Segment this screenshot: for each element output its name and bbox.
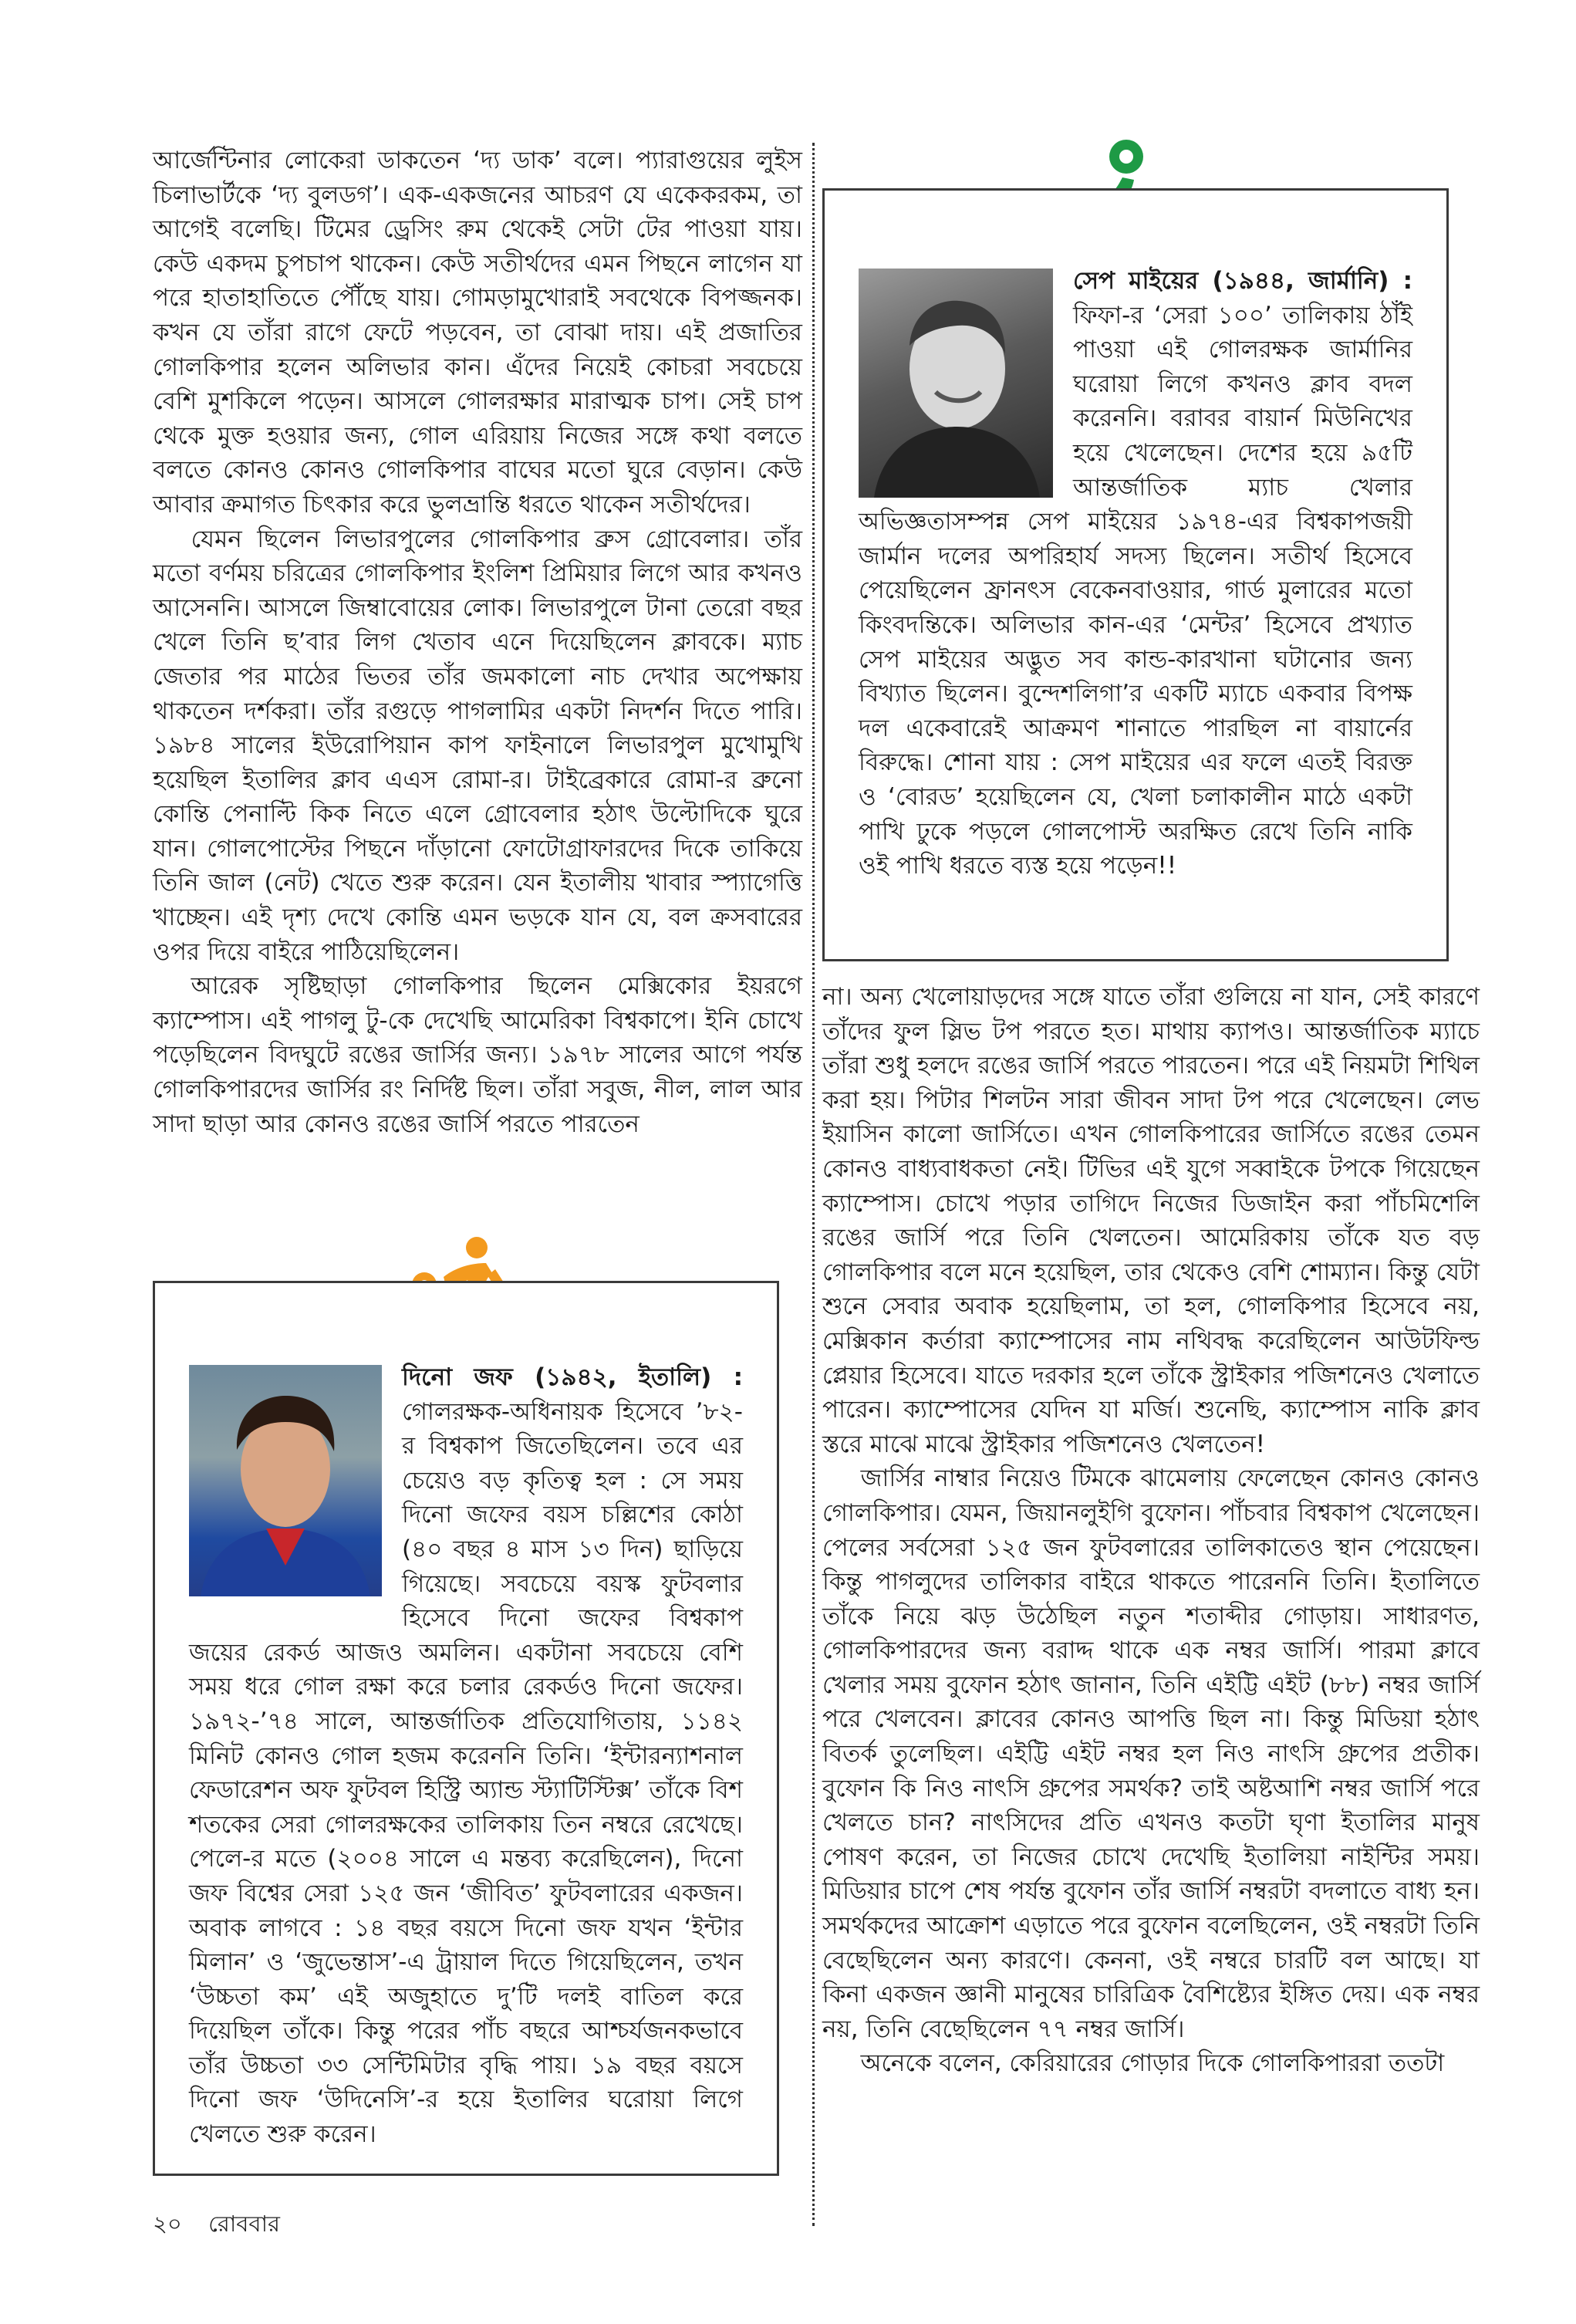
sepp-maier-body: ফিফা-র ‘সেরা ১০০’ তালিকায় ঠাঁই পাওয়া এই গোলরক্ষক জার্মানির ঘরোয়া লিগে কখনও ক্লাব বদল করেননি। বরাবর বায়ার্ন মিউনিখের হয়ে খেলেছেন। দেশের হয়ে ৯৫টি আন্তর্জাতিক ম্যাচ খেলার অভিজ্ঞতাসম্পন্ন সেপ মাইয়ের ১৯৭৪-এর বিশ্বকাপজয়ী জার্মান দলের অপরিহার্য সদস্য ছিলেন। সতীর্থ হিসেবে পেয়েছিলেন ফ্রানৎস বেকেনবাওয়ার, গার্ড মুলারের মতো কিংবদন্তিকে। অলিভার কান-এর ‘মেন্টর’ হিসেবে প্রখ্যাত সেপ মাইয়ের অদ্ভুত সব কান্ড-কারখানা ঘটানোর জন্য বিখ্যাত ছিলেন। বুন্দেশলিগা’র একটি ম্যাচে একবার বিপক্ষ দল একেবারেই আক্রমণ শানাতে পারছিল না বায়ার্নের বিরুদ্ধে। শোনা যায় : সেপ মাইয়ের এর ফলে এতই বিরক্ত ও ‘বোরড’ হয়েছিলেন যে, খেলা চলাকালীন মাঠে একটা পাখি ঢুকে পড়লে গোলপোস্ট অরক্ষিত রেখে তিনি নাকি ওই পাখি ধরতে ব্যস্ত হয়ে পড়েন!! bbox=[859, 301, 1412, 880]
sepp-maier-heading: সেপ মাইয়ের (১৯৪৪, জার্মানি) : bbox=[1073, 267, 1412, 295]
paragraph: জার্সির নাম্বার নিয়েও টিমকে ঝামেলায় ফেলেছেন কোনও কোনও গোলকিপার। যেমন, জিয়ানলুইগি বুফোন। পাঁচবার বিশ্বকাপ খেলেছেন। পেলের সর্বসেরা ১২৫ জন ফুটবলারের তালিকাতেও স্থান পেয়েছেন। কিন্তু পাগলুদের তালিকার বাইরে থাকতে পারেননি তিনি। ইতালিতে তাঁকে নিয়ে ঝড় উঠেছিল নতুন শতাব্দীর গোড়ায়। সাধারণত, গোলকিপারদের জন্য বরাদ্দ থাকে এক নম্বর জার্সি। পারমা ক্লাবে খেলার সময় বুফোন হঠাৎ জানান, তিনি এইট্টি এইট (৮৮) নম্বর জার্সি পরে খেলবেন। ক্লাবের কোনও আপত্তি ছিল না। কিন্তু মিডিয়া হঠাৎ বিতর্ক তুলেছিল। এইট্টি এইট নম্বর হল নিও নাৎসি গ্রুপের প্রতীক। বুফোন কি নিও নাৎসি গ্রুপের সমর্থক? তাই অষ্টআশি নম্বর জার্সি পরে খেলতে চান? নাৎসিদের প্রতি এখনও কতটা ঘৃণা ইতালির মানুষ পোষণ করেন, তা নিজের চোখে দেখেছি ইতালিয়া নাইন্টির সময়। মিডিয়ার চাপে শেষ পর্যন্ত বুফোন তাঁর জার্সি নম্বরটা বদলাতে বাধ্য হন। সমর্থকদের আক্রোশ এড়াতে পরে বুফোন বলেছিলেন, ওই নম্বরটা তিনি বেছেছিলেন অন্য কারণে। কেননা, ওই নম্বরে চারটি বল আছে। যা কিনা একজন জ্ঞানী মানুষের চারিত্রিক বৈশিষ্ট্যের ইঙ্গিত দেয়। এক নম্বর নয়, তিনি বেছেছিলেন ৭৭ নম্বর জার্সি। bbox=[822, 1464, 1480, 2043]
page-footer bbox=[153, 2207, 280, 2245]
column-divider bbox=[812, 143, 815, 2226]
dino-zoff-heading: দিনো জফ (১৯৪২, ইতালি) : bbox=[402, 1363, 743, 1391]
head-shape bbox=[466, 1237, 488, 1258]
dino-zoff-photo bbox=[189, 1365, 382, 1596]
portrait-silhouette-icon bbox=[189, 1365, 382, 1596]
portrait-silhouette-icon bbox=[859, 269, 1053, 498]
sepp-maier-profile-box bbox=[822, 188, 1449, 961]
right-column-text bbox=[822, 980, 1480, 2081]
paragraph: যেমন ছিলেন লিভারপুলের গোলকিপার ব্রুস গ্রোবেলার। তাঁর মতো বর্ণময় চরিত্রের গোলকিপার ইংলিশ প্রিমিয়ার লিগে আর কখনও আসেননি। আসলে জিম্বাবোয়ের লোক। লিভারপুলে টানা তেরো বছর খেলে তিনি ছ’বার লিগ খেতাব এনে দিয়েছিলেন ক্লাবকে। ম্যাচ জেতার পর মাঠের ভিতর তাঁর জমকালো নাচ দেখার অপেক্ষায় থাকতেন দর্শকরা। তাঁর রগুড়ে পাগলামির একটা নিদর্শন দিতে পারি। ১৯৮৪ সালের ইউরোপিয়ান কাপ ফাইনালে লিভারপুল মুখোমুখি হয়েছিল ইতালির ক্লাব এএস রোমা-র। টাইব্রেকারে রোমা-র ব্রুনো কোন্তি পেনাল্টি কিক নিতে এলে গ্রোবেলার হঠাৎ উল্টোদিকে ঘুরে যান। গোলপোস্টের পিছনে দাঁড়ানো ফোটোগ্রাফারদের দিকে তাকিয়ে তিনি জাল (নেট) খেতে শুরু করেন। যেন ইতালীয় খাবার স্প্যাগেত্তি খাচ্ছেন। এই দৃশ্য দেখে কোন্তি এমন ভড়কে যান যে, বল ক্রসবারের ওপর দিয়ে বাইরে পাঠিয়েছিলেন। bbox=[153, 525, 802, 966]
paragraph: আর্জেন্টিনার লোকেরা ডাকতেন ‘দ্য ডাক’ বলে। প্যারাগুয়ের লুইস চিলাভার্টকে ‘দ্য বুলডগ’। এক-একজনের আচরণ যে একেকরকম, তা আগেই বলেছি। টিমের ড্রেসিং রুম থেকেই সেটা টের পাওয়া যায়। কেউ একদম চুপচাপ থাকেন। কেউ সতীর্থদের এমন পিছনে লাগেন যা পরে হাতাহাতিতে পৌঁছে যায়। গোমড়ামুখোরাই সবথেকে বিপজ্জনক। কখন যে তাঁরা রাগে ফেটে পড়বেন, তা বোঝা দায়। এই প্রজাতির গোলকিপার হলেন অলিভার কান। এঁদের নিয়েই কোচরা সবচেয়ে বেশি মুশকিলে পড়েন। আসলে গোলরক্ষার মারাত্মক চাপ। সেই চাপ থেকে মুক্ত হওয়ার জন্য, গোল এরিয়ায় নিজের সঙ্গে কথা বলতে বলতে কোনও কোনও গোলকিপার বাঘের মতো ঘুরে বেড়ান। কেউ আবার ক্রমাগত চিৎকার করে ভুলভ্রান্তি ধরতে থাকেন সতীর্থদের। bbox=[153, 147, 802, 519]
paragraph: আরেক সৃষ্টিছাড়া গোলকিপার ছিলেন মেক্সিকোর ইয়রগে ক্যাম্পোস। এই পাগলু টু-কে দেখেছি আমেরিকা বিশ্বকাপে। ইনি চোখে পড়েছিলেন বিদঘুটে রঙের জার্সির জন্য। ১৯৭৮ সালের আগে পর্যন্ত গোলকিপারদের জার্সির রং নির্দিষ্ট ছিল। তাঁরা সবুজ, নীল, লাল আর সাদা ছাড়া আর কোনও রঙের জার্সি পরতে পারতেন bbox=[153, 972, 802, 1138]
dino-zoff-profile-box bbox=[153, 1281, 779, 2176]
magazine-name: রোববার bbox=[208, 2211, 280, 2237]
left-column-text bbox=[153, 144, 802, 1141]
page-number: ২০ bbox=[153, 2211, 182, 2237]
sepp-maier-photo bbox=[859, 269, 1053, 498]
paragraph: না। অন্য খেলোয়াড়দের সঙ্গে যাতে তাঁরা গুলিয়ে না যান, সেই কারণে তাঁদের ফুল স্লিভ টপ পরতে হত। মাথায় ক্যাপও। আন্তর্জাতিক ম্যাচে তাঁরা শুধু হলদে রঙের জার্সি পরতে পারতেন। পরে এই নিয়মটা শিথিল করা হয়। পিটার শিলটন সারা জীবন সাদা টপ পরে খেলেছেন। লেভ ইয়াসিন কালো জার্সিতে। এখন গোলকিপারের জার্সিতে রঙের তেমন কোনও বাধ্যবাধকতা নেই। টিভির এই যুগে সব্বাইকে টপকে গিয়েছেন ক্যাম্পোস। চোখে পড়ার তাগিদে নিজের ডিজাইন করা পাঁচমিশেলি রঙের জার্সি পরে তিনি খেলতেন। আমেরিকায় তাঁকে যত বড় গোলকিপার বলে মনে হয়েছিল, তার থেকেও বেশি শোম্যান। কিন্তু যেটা শুনে সেবার অবাক হয়েছিলাম, তা হল, গোলকিপার হিসেবে নয়, মেক্সিকান কর্তারা ক্যাম্পোসের নাম নথিবদ্ধ করেছিলেন আউটফিল্ড প্লেয়ার হিসেবে। যাতে দরকার হলে তাঁকে স্ট্রাইকার পজিশনেও খেলাতে পারেন। ক্যাম্পোসের যেদিন যা মর্জি। শুনেছি, ক্যাম্পোস নাকি ক্লাব স্তরে মাঝে মাঝে স্ট্রাইকার পজিশনেও খেলতেন! bbox=[822, 983, 1480, 1458]
paragraph: অনেকে বলেন, কেরিয়ারের গোড়ার দিকে গোলকিপাররা ততটা bbox=[860, 2049, 1445, 2078]
dino-zoff-body: গোলরক্ষক-অধিনায়ক হিসেবে ’৮২-র বিশ্বকাপ জিতেছিলেন। তবে এর চেয়েও বড় কৃতিত্ব হল : সে সময় দিনো জফের বয়স চল্লিশের কোঠা (৪০ বছর ৪ মাস ১৩ দিন) ছাড়িয়ে গিয়েছে। সবচেয়ে বয়স্ক ফুটবলার হিসেবে দিনো জফের বিশ্বকাপ জয়ের রেকর্ড আজও অমলিন। একটানা সবচেয়ে বেশি সময় ধরে গোল রক্ষা করে চলার রেকর্ডও দিনো জফের। ১৯৭২-’৭৪ সালে, আন্তর্জাতিক প্রতিযোগিতায়, ১১৪২ মিনিট কোনও গোল হজম করেননি তিনি। ‘ইন্টারন্যাশনাল ফেডারেশন অফ ফুটবল হিস্ট্রি অ্যান্ড স্ট্যাটিস্টিক্স’ তাঁকে বিশ শতকের সেরা গোলরক্ষকের তালিকায় তিন নম্বরে রেখেছে। পেলে-র মতে (২০০৪ সালে এ মন্তব্য করেছিলেন), দিনো জফ বিশ্বের সেরা ১২৫ জন ‘জীবিত’ ফুটবলারের একজন। অবাক লাগবে : ১৪ বছর বয়সে দিনো জফ যখন ‘ইন্টার মিলান’ ও ‘জুভেন্তাস’-এ ট্রায়াল দিতে গিয়েছিলেন, তখন ‘উচ্চতা কম’ এই অজুহাতে দু’টি দলই বাতিল করে দিয়েছিল তাঁকে। কিন্তু পরের পাঁচ বছরে আশ্চর্যজনকভাবে তাঁর উচ্চতা ৩৩ সেন্টিমিটার বৃদ্ধি পায়। ১৯ বছর বয়সে দিনো জফ ‘উদিনেসি’-র হয়ে ইতালির ঘরোয়া লিগে খেলতে শুরু করেন। bbox=[189, 1397, 743, 2149]
